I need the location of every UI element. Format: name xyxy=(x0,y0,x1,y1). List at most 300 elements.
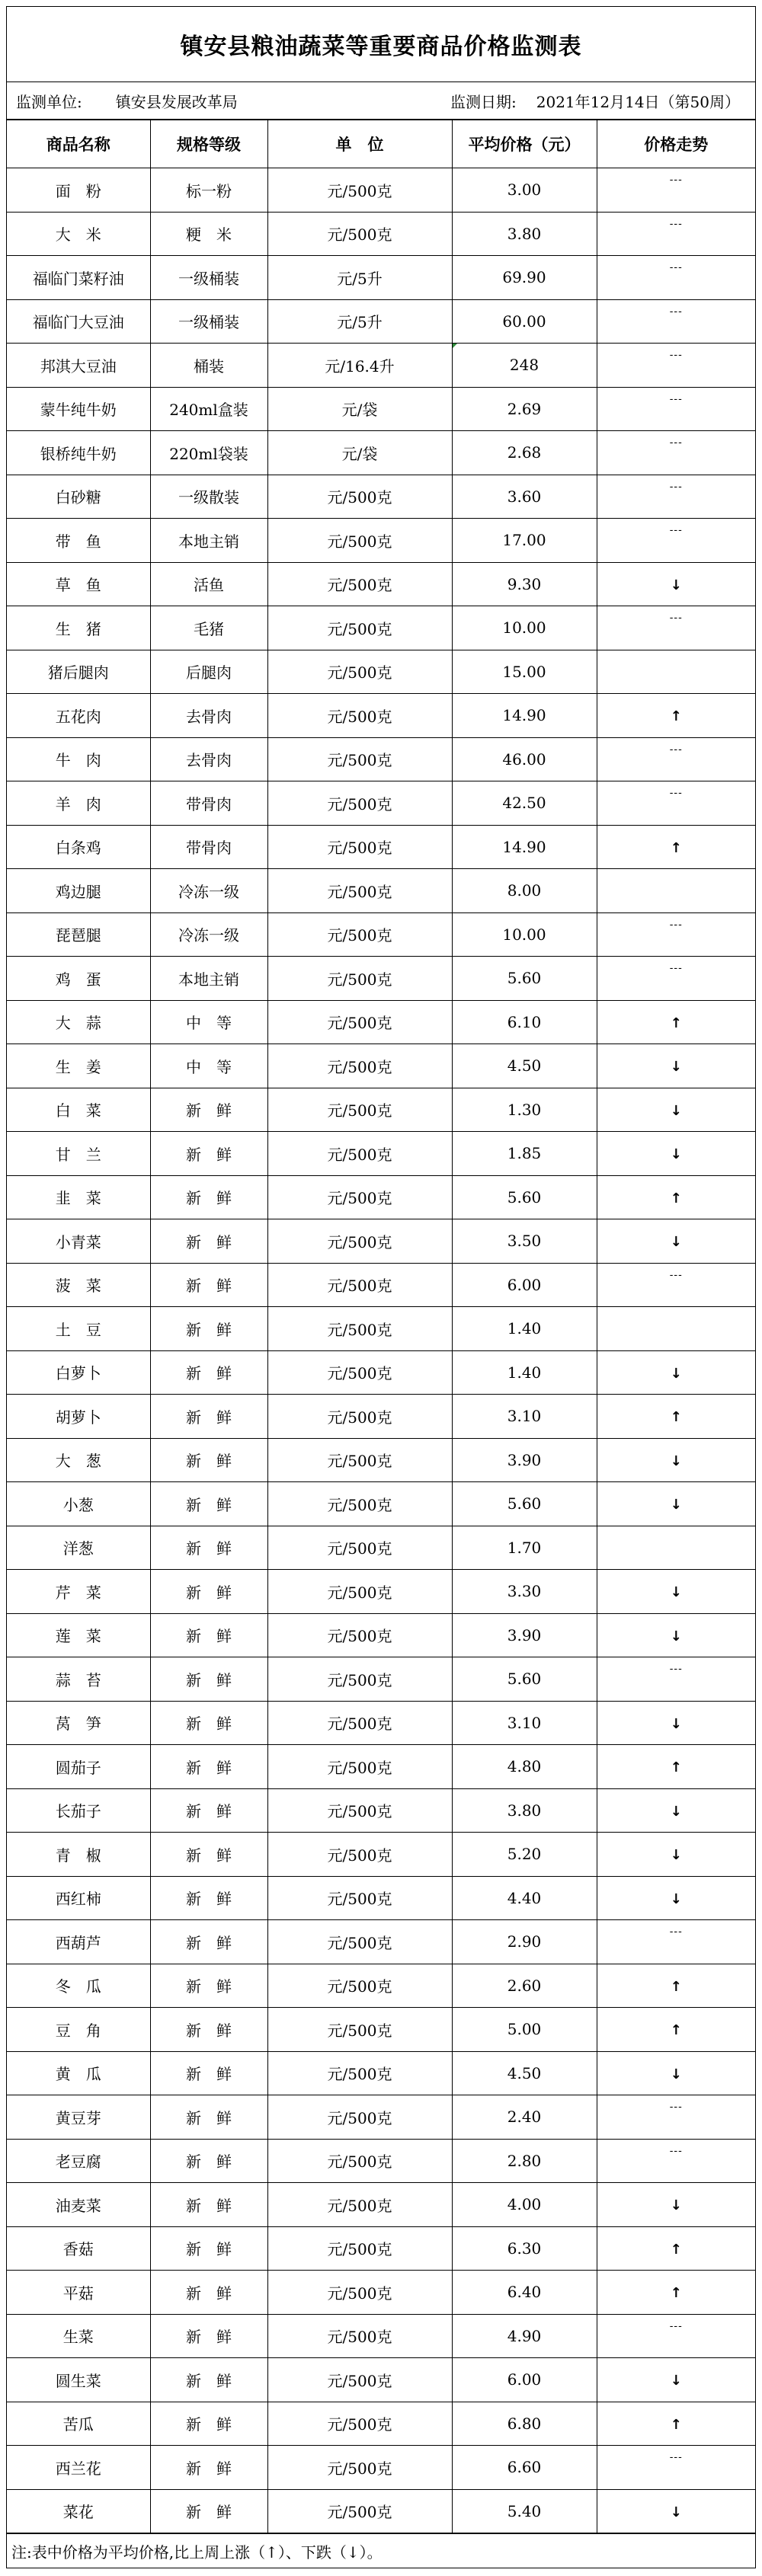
trend-cell xyxy=(597,1613,755,1657)
spec-cell: 标一粉 xyxy=(150,168,267,213)
spec-cell: 去骨肉 xyxy=(150,737,267,781)
price-value: 6.40 xyxy=(507,2283,542,2302)
product-name-cell: 大 葱 xyxy=(7,1438,150,1482)
product-name-cell: 白条鸡 xyxy=(7,825,150,869)
trend-cell xyxy=(597,1000,755,1044)
product-name-cell: 白萝卜 xyxy=(7,1350,150,1395)
price-cell xyxy=(452,475,597,519)
price-cell xyxy=(452,2358,597,2402)
trend-cell xyxy=(597,1044,755,1088)
spec-cell: 桶装 xyxy=(150,344,267,388)
spec-cell: 新 鲜 xyxy=(150,1482,267,1526)
product-name-cell: 白砂糖 xyxy=(7,475,150,519)
table-row xyxy=(7,431,755,475)
price-cell xyxy=(452,781,597,826)
table-row xyxy=(7,2226,755,2271)
unit-cell: 元/500克 xyxy=(267,2226,452,2271)
product-name-cell: 洋葱 xyxy=(7,1526,150,1570)
price-cell xyxy=(452,2446,597,2490)
table-row xyxy=(7,1920,755,1964)
trend-flat-marker: --- xyxy=(669,218,683,230)
spec-cell: 新 鲜 xyxy=(150,1438,267,1482)
table-row xyxy=(7,1745,755,1789)
sheet-title: 镇安县粮油蔬菜等重要商品价格监测表 xyxy=(7,7,755,82)
unit-cell: 元/500克 xyxy=(267,1964,452,2008)
price-cell xyxy=(452,1964,597,2008)
column-header-spec: 规格等级 xyxy=(150,120,267,168)
table-row xyxy=(7,212,755,256)
table-row xyxy=(7,1395,755,1439)
unit-cell: 元/500克 xyxy=(267,2271,452,2315)
trend-cell xyxy=(597,344,755,388)
trend-cell xyxy=(597,1526,755,1570)
trend-down-icon: ↓ xyxy=(670,1453,682,1469)
product-name-cell: 草 鱼 xyxy=(7,562,150,606)
product-name-cell: 圆茄子 xyxy=(7,1745,150,1789)
trend-cell xyxy=(597,1657,755,1702)
trend-flat-marker: --- xyxy=(669,2452,683,2463)
spec-cell: 240ml盒装 xyxy=(150,387,267,431)
trend-flat-marker: --- xyxy=(669,305,683,318)
spec-cell: 新 鲜 xyxy=(150,1526,267,1570)
trend-flat-marker: --- xyxy=(669,350,683,361)
price-cell xyxy=(452,387,597,431)
price-cell xyxy=(452,1350,597,1395)
trend-cell xyxy=(597,2358,755,2402)
trend-up-icon: ↑ xyxy=(670,2241,682,2258)
trend-cell xyxy=(597,1350,755,1395)
trend-flat-marker: --- xyxy=(669,481,683,493)
product-name-cell: 福临门菜籽油 xyxy=(7,256,150,300)
unit-cell: 元/500克 xyxy=(267,1526,452,1570)
spec-cell: 新 鲜 xyxy=(150,1876,267,1920)
trend-down-icon: ↓ xyxy=(670,1803,682,1820)
table-row xyxy=(7,1438,755,1482)
product-name-cell: 银桥纯牛奶 xyxy=(7,431,150,475)
trend-flat-marker: --- xyxy=(669,1664,683,1675)
monitor-unit-value: 镇安县发展改革局 xyxy=(115,92,238,111)
spec-cell: 新 鲜 xyxy=(150,1350,267,1395)
product-name-cell: 生菜 xyxy=(7,2314,150,2358)
spec-cell: 新 鲜 xyxy=(150,2358,267,2402)
price-value: 5.60 xyxy=(507,1494,542,1513)
trend-cell xyxy=(597,1788,755,1833)
table-row xyxy=(7,1657,755,1702)
spec-cell: 新 鲜 xyxy=(150,1570,267,1614)
trend-flat-marker: --- xyxy=(669,1269,683,1281)
table-row xyxy=(7,2314,755,2358)
price-cell xyxy=(452,1482,597,1526)
table-row xyxy=(7,1570,755,1614)
spec-cell: 新 鲜 xyxy=(150,1088,267,1132)
product-name-cell: 大 蒜 xyxy=(7,1000,150,1044)
table-row xyxy=(7,737,755,781)
unit-cell: 元/500克 xyxy=(267,2446,452,2490)
product-name-cell: 带 鱼 xyxy=(7,519,150,563)
trend-cell xyxy=(597,2095,755,2140)
price-cell xyxy=(452,2314,597,2358)
trend-cell xyxy=(597,2402,755,2446)
price-cell xyxy=(452,2402,597,2446)
trend-cell xyxy=(597,2489,755,2533)
price-value: 42.50 xyxy=(502,794,546,813)
price-value: 46.00 xyxy=(502,749,546,769)
trend-down-icon: ↓ xyxy=(670,577,682,593)
unit-cell: 元/500克 xyxy=(267,1219,452,1264)
unit-cell: 元/500克 xyxy=(267,1088,452,1132)
price-value: 3.90 xyxy=(507,1625,542,1644)
table-row xyxy=(7,2095,755,2140)
product-name-cell: 黄豆芽 xyxy=(7,2095,150,2140)
trend-up-icon: ↑ xyxy=(670,1759,682,1776)
trend-down-icon: ↓ xyxy=(670,2066,682,2082)
price-cell xyxy=(452,825,597,869)
trend-up-icon: ↑ xyxy=(670,839,682,856)
spec-cell: 冷冻一级 xyxy=(150,912,267,957)
trend-down-icon: ↓ xyxy=(670,1497,682,1513)
unit-cell: 元/袋 xyxy=(267,431,452,475)
price-value: 5.60 xyxy=(507,1187,542,1207)
price-value: 6.10 xyxy=(507,1012,542,1031)
meta-row xyxy=(7,82,755,120)
trend-flat-marker: --- xyxy=(669,2145,683,2157)
unit-cell: 元/500克 xyxy=(267,1482,452,1526)
spec-cell: 毛猪 xyxy=(150,606,267,650)
price-cell xyxy=(452,912,597,957)
unit-cell: 元/500克 xyxy=(267,212,452,256)
spec-cell: 新 鲜 xyxy=(150,1307,267,1351)
price-cell xyxy=(452,1920,597,1964)
price-cell xyxy=(452,431,597,475)
product-name-cell: 蒜 苔 xyxy=(7,1657,150,1702)
trend-cell xyxy=(597,1745,755,1789)
table-row xyxy=(7,2008,755,2052)
table-row xyxy=(7,825,755,869)
table-row xyxy=(7,1526,755,1570)
trend-flat-marker: --- xyxy=(669,174,683,186)
unit-cell: 元/500克 xyxy=(267,1175,452,1219)
product-name-cell: 黄 瓜 xyxy=(7,2051,150,2095)
spec-cell: 去骨肉 xyxy=(150,694,267,738)
trend-down-icon: ↓ xyxy=(670,1365,682,1382)
price-cell xyxy=(452,1132,597,1176)
trend-cell xyxy=(597,1920,755,1964)
unit-cell: 元/500克 xyxy=(267,650,452,694)
price-cell xyxy=(452,694,597,738)
price-cell xyxy=(452,1000,597,1044)
trend-flat-marker: --- xyxy=(669,437,683,449)
price-cell xyxy=(452,650,597,694)
unit-cell: 元/500克 xyxy=(267,1833,452,1877)
product-name-cell: 菠 菜 xyxy=(7,1263,150,1307)
table-row xyxy=(7,1088,755,1132)
unit-cell: 元/500克 xyxy=(267,1263,452,1307)
table-header-row xyxy=(7,120,755,168)
unit-cell: 元/500克 xyxy=(267,2358,452,2402)
table-row xyxy=(7,912,755,957)
trend-cell xyxy=(597,387,755,431)
table-row xyxy=(7,562,755,606)
unit-cell: 元/500克 xyxy=(267,2008,452,2052)
spec-cell: 新 鲜 xyxy=(150,2271,267,2315)
trend-cell xyxy=(597,2139,755,2183)
trend-flat-marker: --- xyxy=(669,525,683,536)
product-name-cell: 菜花 xyxy=(7,2489,150,2533)
product-name-cell: 西葫芦 xyxy=(7,1920,150,1964)
table-row xyxy=(7,1132,755,1176)
unit-cell: 元/500克 xyxy=(267,606,452,650)
price-value: 14.90 xyxy=(502,837,546,856)
table-row xyxy=(7,1350,755,1395)
spec-cell: 新 鲜 xyxy=(150,2489,267,2533)
table-row xyxy=(7,2271,755,2315)
price-value: 2.90 xyxy=(507,1932,542,1951)
trend-cell xyxy=(597,957,755,1001)
trend-cell xyxy=(597,562,755,606)
price-value: 17.00 xyxy=(502,531,546,550)
price-value: 5.00 xyxy=(507,2020,542,2039)
price-cell xyxy=(452,2051,597,2095)
table-row xyxy=(7,475,755,519)
trend-down-icon: ↓ xyxy=(670,1628,682,1644)
table-row xyxy=(7,2402,755,2446)
price-cell xyxy=(452,1307,597,1351)
price-cell xyxy=(452,2489,597,2533)
unit-cell: 元/500克 xyxy=(267,1613,452,1657)
trend-cell xyxy=(597,1438,755,1482)
unit-cell: 元/500克 xyxy=(267,1307,452,1351)
spec-cell: 新 鲜 xyxy=(150,2139,267,2183)
product-name-cell: 鸡边腿 xyxy=(7,869,150,913)
price-value: 3.80 xyxy=(507,224,542,243)
trend-down-icon: ↓ xyxy=(670,1715,682,1732)
price-cell xyxy=(452,519,597,563)
trend-cell xyxy=(597,737,755,781)
spec-cell: 新 鲜 xyxy=(150,1788,267,1833)
unit-cell: 元/500克 xyxy=(267,1350,452,1395)
trend-cell xyxy=(597,650,755,694)
price-value: 6.00 xyxy=(507,2370,542,2389)
price-value: 3.10 xyxy=(507,1407,542,1426)
price-value: 1.85 xyxy=(507,1144,542,1163)
unit-cell: 元/500克 xyxy=(267,519,452,563)
trend-cell xyxy=(597,1088,755,1132)
product-name-cell: 甘 兰 xyxy=(7,1132,150,1176)
trend-down-icon: ↓ xyxy=(670,1890,682,1907)
unit-cell: 元/500克 xyxy=(267,2095,452,2140)
unit-cell: 元/500克 xyxy=(267,1876,452,1920)
price-cell xyxy=(452,606,597,650)
price-cell xyxy=(452,1570,597,1614)
price-cell xyxy=(452,869,597,913)
table-row xyxy=(7,1175,755,1219)
spec-cell: 冷冻一级 xyxy=(150,869,267,913)
price-value: 2.80 xyxy=(507,2151,542,2170)
monitor-date-value: 2021年12月14日（第50周） xyxy=(536,92,740,111)
product-name-cell: 西红柿 xyxy=(7,1876,150,1920)
spec-cell: 新 鲜 xyxy=(150,1132,267,1176)
spec-cell: 新 鲜 xyxy=(150,1395,267,1439)
unit-cell: 元/500克 xyxy=(267,1570,452,1614)
trend-flat-marker: --- xyxy=(669,919,683,931)
table-row xyxy=(7,256,755,300)
trend-up-icon: ↑ xyxy=(670,1190,682,1207)
spec-cell: 新 鲜 xyxy=(150,2446,267,2490)
trend-cell xyxy=(597,2051,755,2095)
price-cell xyxy=(452,1395,597,1439)
table-row xyxy=(7,694,755,738)
price-cell xyxy=(452,2226,597,2271)
trend-cell xyxy=(597,1482,755,1526)
price-value: 1.40 xyxy=(507,1319,542,1338)
product-name-cell: 老豆腐 xyxy=(7,2139,150,2183)
table-row xyxy=(7,387,755,431)
trend-up-icon: ↑ xyxy=(670,1409,682,1426)
trend-cell xyxy=(597,1876,755,1920)
table-row xyxy=(7,1482,755,1526)
price-cell xyxy=(452,1438,597,1482)
unit-cell: 元/500克 xyxy=(267,825,452,869)
trend-cell xyxy=(597,256,755,300)
unit-cell: 元/500克 xyxy=(267,2489,452,2533)
product-name-cell: 生 猪 xyxy=(7,606,150,650)
price-value: 1.70 xyxy=(507,1538,542,1557)
price-value: 3.50 xyxy=(507,1232,542,1251)
trend-cell xyxy=(597,212,755,256)
trend-cell xyxy=(597,168,755,213)
spec-cell: 本地主销 xyxy=(150,957,267,1001)
price-value: 3.60 xyxy=(507,487,542,506)
table-row xyxy=(7,1219,755,1264)
price-value: 10.00 xyxy=(502,925,546,944)
product-name-cell: 牛 肉 xyxy=(7,737,150,781)
price-value: 6.30 xyxy=(507,2239,542,2258)
trend-cell xyxy=(597,694,755,738)
price-value: 2.40 xyxy=(507,2108,542,2127)
column-header-price: 平均价格（元） xyxy=(452,120,597,168)
price-cell xyxy=(452,1701,597,1745)
cell-comment-marker xyxy=(453,344,457,348)
trend-cell xyxy=(597,1833,755,1877)
table-row xyxy=(7,2358,755,2402)
unit-cell: 元/500克 xyxy=(267,912,452,957)
product-name-cell: 圆生菜 xyxy=(7,2358,150,2402)
unit-cell: 元/500克 xyxy=(267,1132,452,1176)
product-name-cell: 小葱 xyxy=(7,1482,150,1526)
table-row xyxy=(7,1044,755,1088)
trend-cell xyxy=(597,1701,755,1745)
price-cell xyxy=(452,2139,597,2183)
price-value: 4.50 xyxy=(507,2063,542,2082)
unit-cell: 元/500克 xyxy=(267,475,452,519)
unit-cell: 元/500克 xyxy=(267,1701,452,1745)
trend-down-icon: ↓ xyxy=(670,2504,682,2520)
table-row xyxy=(7,1000,755,1044)
spec-cell: 新 鲜 xyxy=(150,1964,267,2008)
spec-cell: 新 鲜 xyxy=(150,2314,267,2358)
spec-cell: 新 鲜 xyxy=(150,1745,267,1789)
product-name-cell: 土 豆 xyxy=(7,1307,150,1351)
table-row xyxy=(7,2139,755,2183)
trend-cell xyxy=(597,781,755,826)
product-name-cell: 面 粉 xyxy=(7,168,150,213)
price-cell xyxy=(452,2183,597,2227)
price-cell xyxy=(452,957,597,1001)
spec-cell: 新 鲜 xyxy=(150,1175,267,1219)
trend-up-icon: ↑ xyxy=(670,2022,682,2039)
product-name-cell: 冬 瓜 xyxy=(7,1964,150,2008)
product-name-cell: 豆 角 xyxy=(7,2008,150,2052)
price-value: 2.60 xyxy=(507,1976,542,1995)
unit-cell: 元/500克 xyxy=(267,168,452,213)
spec-cell: 新 鲜 xyxy=(150,2051,267,2095)
table-row xyxy=(7,1788,755,1833)
trend-cell xyxy=(597,1132,755,1176)
spec-cell: 粳 米 xyxy=(150,212,267,256)
unit-cell: 元/500克 xyxy=(267,2139,452,2183)
trend-down-icon: ↓ xyxy=(670,1847,682,1864)
price-cell xyxy=(452,1219,597,1264)
unit-cell: 元/500克 xyxy=(267,1438,452,1482)
price-cell xyxy=(452,212,597,256)
price-value: 4.50 xyxy=(507,1056,542,1075)
price-table xyxy=(7,120,755,2533)
spec-cell: 新 鲜 xyxy=(150,1657,267,1702)
price-value: 3.10 xyxy=(507,1713,542,1732)
product-name-cell: 莲 菜 xyxy=(7,1613,150,1657)
spec-cell: 新 鲜 xyxy=(150,1263,267,1307)
trend-cell xyxy=(597,2183,755,2227)
unit-cell: 元/500克 xyxy=(267,2402,452,2446)
price-value: 6.00 xyxy=(507,1275,542,1294)
price-cell xyxy=(452,1526,597,1570)
price-value: 4.80 xyxy=(507,1757,542,1776)
price-cell xyxy=(452,256,597,300)
spec-cell: 本地主销 xyxy=(150,519,267,563)
trend-cell xyxy=(597,1395,755,1439)
trend-cell xyxy=(597,2446,755,2490)
product-name-cell: 苦瓜 xyxy=(7,2402,150,2446)
column-header-trend: 价格走势 xyxy=(597,120,755,168)
price-value: 248 xyxy=(509,356,539,375)
price-cell xyxy=(452,1088,597,1132)
price-value: 1.40 xyxy=(507,1363,542,1382)
unit-cell: 元/500克 xyxy=(267,562,452,606)
trend-down-icon: ↓ xyxy=(670,1102,682,1119)
trend-cell xyxy=(597,1263,755,1307)
trend-cell xyxy=(597,519,755,563)
price-cell xyxy=(452,1175,597,1219)
trend-cell xyxy=(597,1219,755,1264)
product-name-cell: 胡萝卜 xyxy=(7,1395,150,1439)
table-row xyxy=(7,957,755,1001)
trend-cell xyxy=(597,1307,755,1351)
spec-cell: 一级桶装 xyxy=(150,299,267,344)
spec-cell: 中 等 xyxy=(150,1044,267,1088)
monitor-unit-label: 监测单位: xyxy=(16,92,82,111)
monitor-date-label: 监测日期: xyxy=(450,92,517,111)
table-row xyxy=(7,1964,755,2008)
table-row xyxy=(7,1701,755,1745)
table-row xyxy=(7,1307,755,1351)
price-cell xyxy=(452,1745,597,1789)
product-name-cell: 大 米 xyxy=(7,212,150,256)
trend-cell xyxy=(597,825,755,869)
trend-cell xyxy=(597,2314,755,2358)
trend-flat-marker: --- xyxy=(669,743,683,756)
price-value: 10.00 xyxy=(502,618,546,638)
trend-down-icon: ↓ xyxy=(670,1234,682,1251)
